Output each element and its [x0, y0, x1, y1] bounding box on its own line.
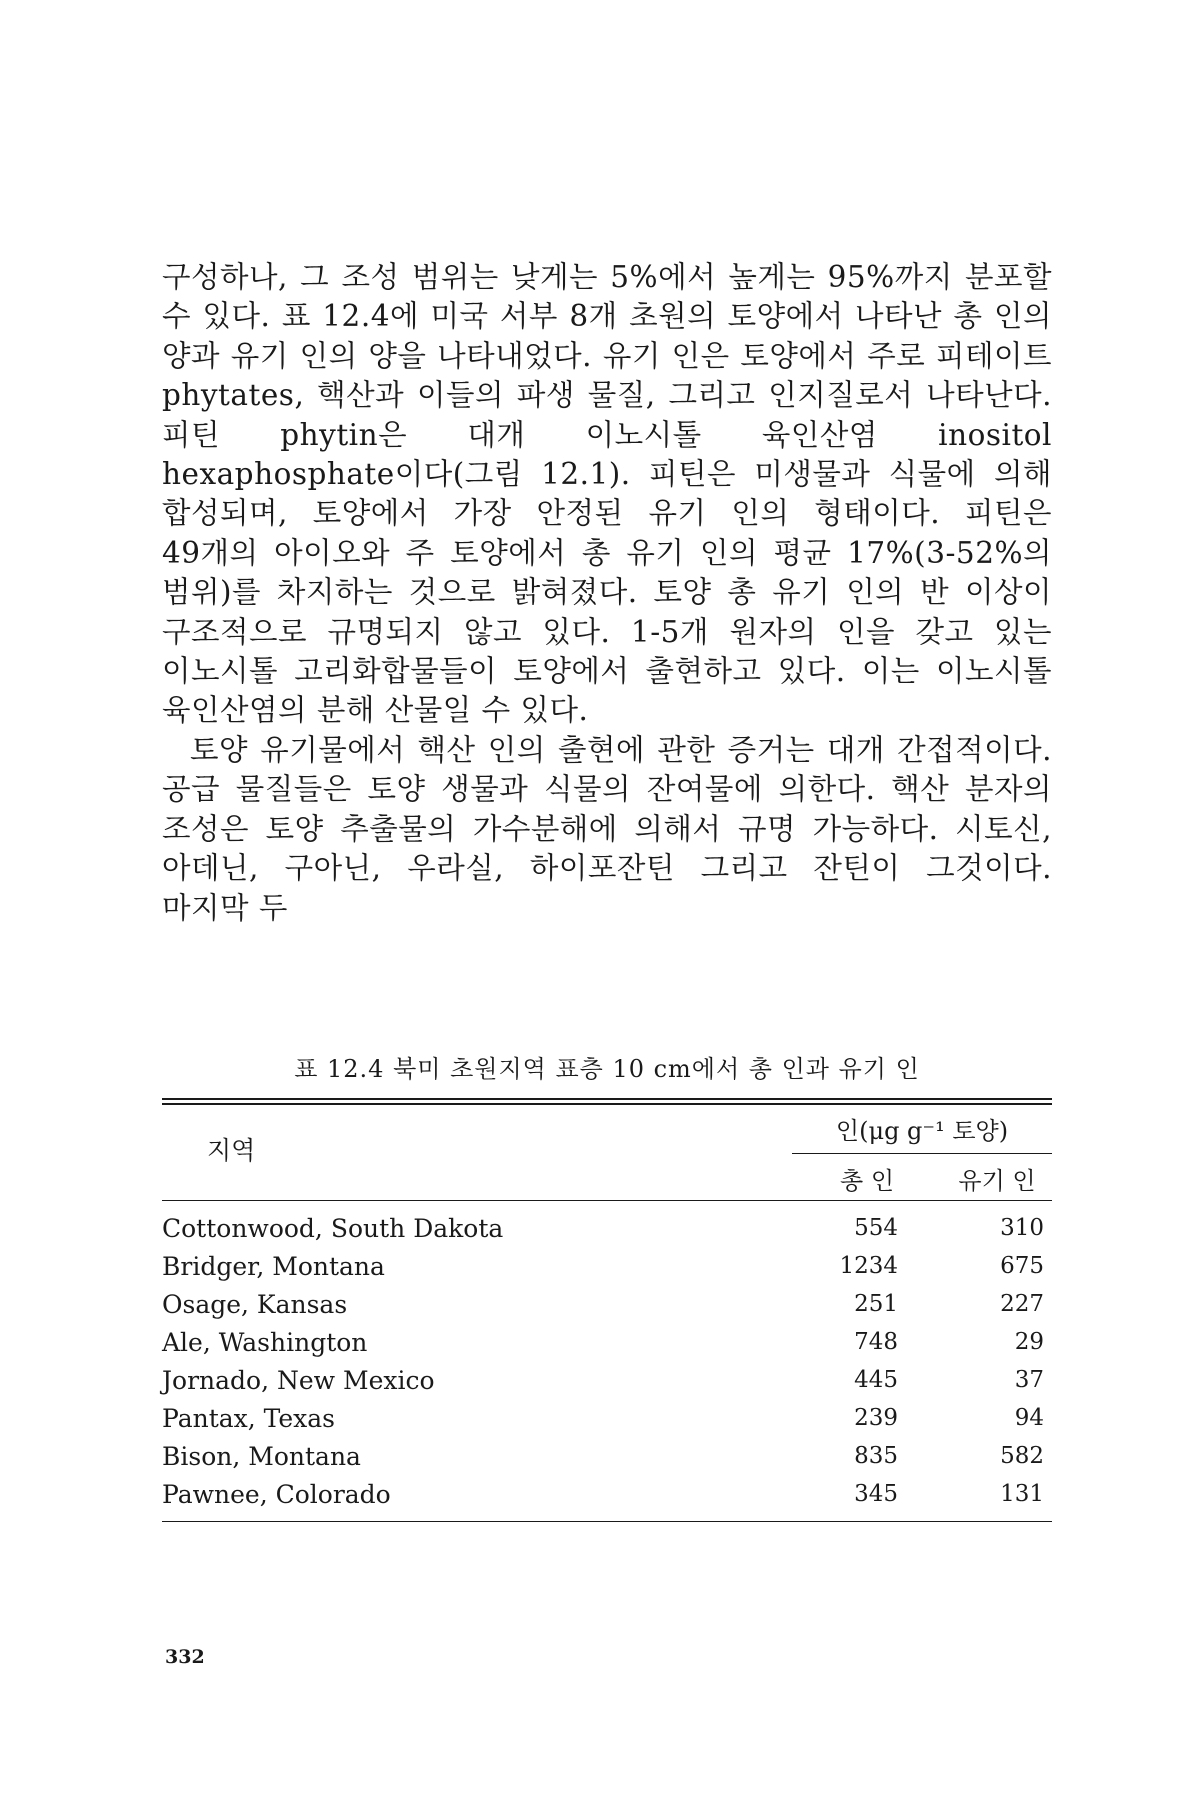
organic-p-cell: 310: [1000, 1215, 1044, 1241]
table-body: [162, 1209, 1052, 1513]
region-cell: Osage, Kansas: [162, 1289, 348, 1319]
total-p-cell: 835: [854, 1443, 899, 1469]
region-cell: Pawnee, Colorado: [162, 1479, 391, 1509]
region-cell: Ale, Washington: [162, 1327, 368, 1357]
organic-p-cell: 131: [1000, 1481, 1044, 1507]
organic-p-cell: 29: [1014, 1329, 1044, 1355]
table-row: [162, 1323, 1052, 1361]
total-p-cell: 239: [854, 1405, 899, 1431]
organic-p-cell: 675: [1000, 1253, 1044, 1279]
paragraph-2: 토양 유기물에서 핵산 인의 출현에 관한 증거는 대개 간접적이다. 공급 물질들은 토양 생물과 식물의 잔여물에 의한다. 핵산 분자의 조성은 토양 추출물의 가수분해에 의해서 규명 가능하다. 시토신, 아데닌, 구아닌, 우라실, 하이포잔틴 그리고 잔틴이 그것이다. 마지막 두: [162, 732, 1052, 925]
total-p-cell: 345: [854, 1481, 899, 1507]
organic-p-cell: 227: [1000, 1291, 1044, 1317]
table-header: [162, 1105, 1052, 1200]
total-p-cell: 445: [854, 1367, 899, 1393]
table-top-rule: [162, 1098, 1052, 1105]
region-cell: Bison, Montana: [162, 1441, 361, 1471]
page-number: 332: [165, 1646, 205, 1668]
region-cell: Jornado, New Mexico: [162, 1365, 435, 1395]
table-row: [162, 1437, 1052, 1475]
total-p-cell: 748: [854, 1329, 899, 1355]
header-phosphorus-group: 인(μg g⁻¹ 토양): [835, 1117, 1009, 1145]
table-row: [162, 1361, 1052, 1399]
table-row: [162, 1399, 1052, 1437]
table-12-4: [162, 1054, 1052, 1522]
paragraph-1: 구성하나, 그 조성 범위는 낮게는 5%에서 높게는 95%까지 분포할 수 있다. 표 12.4에 미국 서부 8개 초원의 토양에서 나타난 총 인의 양과 유기 인의 양을 나타내었다. 유기 인은 토양에서 주로 피테이트 phytates, 핵산과 이들의 파생 물질, 그리고 인지질로서 나타난다. 피틴 phytin은 대개 이노시톨 육인산염 inositol hexaphosphate이다(그림 12.1). 피틴은 미생물과 식물에 의해 합성되며, 토양에서 가장 안정된 유기 인의 형태이다. 피틴은 49개의 아이오와 주 토양에서 총 유기 인의 평균 17%(3-52%의 범위)를 차지하는 것으로 밝혀졌다. 토양 총 유기 인의 반 이상이 구조적으로 규명되지 않고 있다. 1-5개 원자의 인을 갖고 있는 이노시톨 고리화합물들이 토양에서 출현하고 있다. 이는 이노시톨 육인산염의 분해 산물일 수 있다.: [162, 260, 1052, 728]
organic-p-cell: 94: [1014, 1405, 1044, 1431]
table-row: [162, 1475, 1052, 1513]
organic-p-cell: 582: [1000, 1443, 1044, 1469]
header-organic-p: 유기 인: [958, 1167, 1036, 1195]
region-cell: Pantax, Texas: [162, 1403, 336, 1433]
table-row: [162, 1209, 1052, 1247]
table-caption: 표 12.4 북미 초원지역 표층 10 cm에서 총 인과 유기 인: [294, 1055, 920, 1083]
header-total-p: 총 인: [840, 1167, 894, 1195]
table-header-rule: [162, 1200, 1052, 1201]
body-text: [162, 258, 1052, 928]
table-row: [162, 1285, 1052, 1323]
total-p-cell: 554: [854, 1215, 899, 1241]
region-cell: Bridger, Montana: [162, 1251, 385, 1281]
table-bottom-rule: [162, 1521, 1052, 1522]
table-row: [162, 1247, 1052, 1285]
header-group-rule: [792, 1153, 1052, 1154]
header-region: 지역: [207, 1136, 256, 1165]
organic-p-cell: 37: [1014, 1367, 1044, 1393]
total-p-cell: 1234: [839, 1253, 899, 1279]
region-cell: Cottonwood, South Dakota: [162, 1213, 504, 1243]
total-p-cell: 251: [854, 1291, 899, 1317]
